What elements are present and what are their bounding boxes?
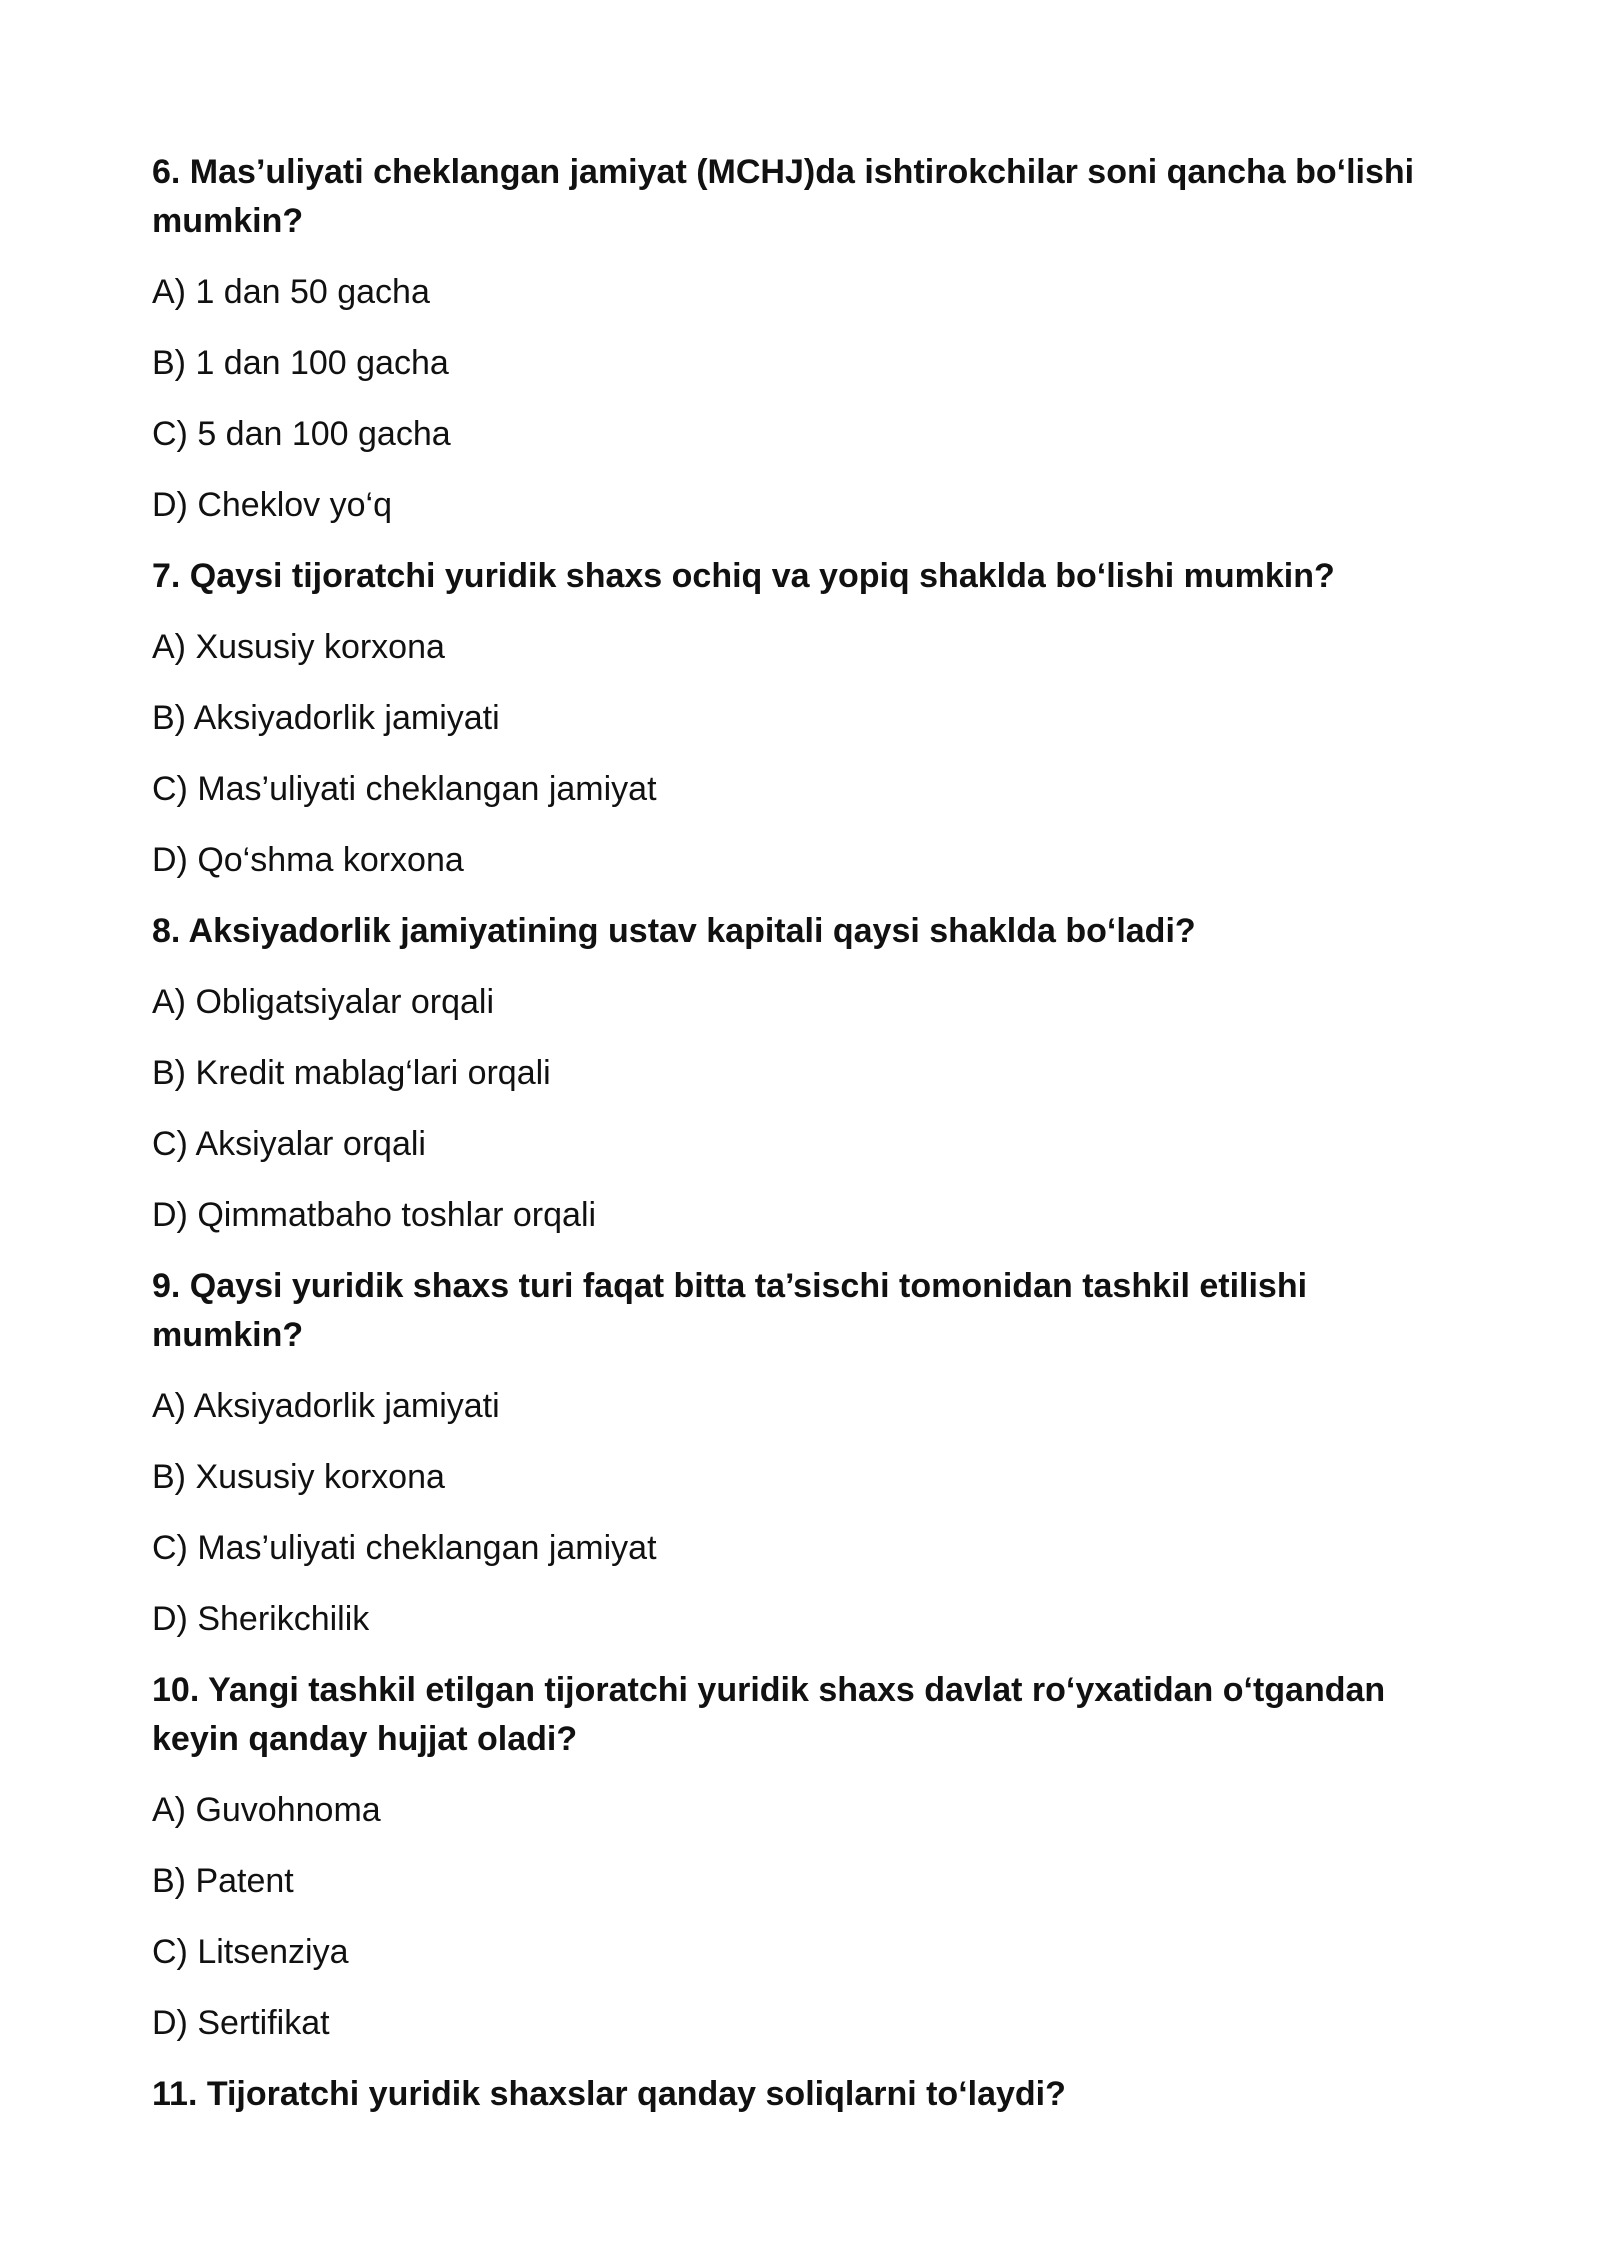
option-9-c: C) Mas’uliyati cheklangan jamiyat [152, 1529, 657, 1567]
question-block-6 [152, 148, 1452, 530]
question-block-7 [152, 552, 1452, 885]
option-10-c: C) Litsenziya [152, 1933, 349, 1971]
question-8: 8. Aksiyadorlik jamiyatining ustav kapitali qaysi shaklda bo‘ladi? [152, 912, 1196, 950]
option-9-b: B) Xususiy korxona [152, 1458, 445, 1496]
option-7-d: D) Qo‘shma korxona [152, 841, 464, 879]
option-6-d: D) Cheklov yo‘q [152, 486, 392, 524]
question-10: 10. Yangi tashkil etilgan tijoratchi yuridik shaxs davlat ro‘yxatidan o‘tgandan keyin qanday hujjat oladi? [152, 1671, 1386, 1758]
question-block-9 [152, 1262, 1452, 1644]
question-block-8 [152, 907, 1452, 1240]
question-block-10 [152, 1666, 1452, 2048]
option-8-c: C) Aksiyalar orqali [152, 1125, 426, 1163]
option-9-d: D) Sherikchilik [152, 1600, 370, 1638]
option-9-a: A) Aksiyadorlik jamiyati [152, 1387, 500, 1425]
option-7-b: B) Aksiyadorlik jamiyati [152, 699, 500, 737]
option-7-a: A) Xususiy korxona [152, 628, 445, 666]
question-6: 6. Mas’uliyati cheklangan jamiyat (MCHJ)da ishtirokchilar soni qancha bo‘lishi mumkin? [152, 153, 1415, 240]
option-7-c: C) Mas’uliyati cheklangan jamiyat [152, 770, 657, 808]
option-6-c: C) 5 dan 100 gacha [152, 415, 451, 453]
option-8-a: A) Obligatsiyalar orqali [152, 983, 495, 1021]
option-8-b: B) Kredit mablag‘lari orqali [152, 1054, 551, 1092]
option-10-d: D) Sertifikat [152, 2004, 330, 2042]
document-content [152, 148, 1452, 2141]
question-11: 11. Tijoratchi yuridik shaxslar qanday soliqlarni to‘laydi? [152, 2075, 1066, 2113]
option-10-b: B) Patent [152, 1862, 294, 1900]
option-6-a: A) 1 dan 50 gacha [152, 273, 430, 311]
option-10-a: A) Guvohnoma [152, 1791, 381, 1829]
question-9: 9. Qaysi yuridik shaxs turi faqat bitta ta’sischi tomonidan tashkil etilishi mumkin? [152, 1267, 1308, 1354]
option-6-b: B) 1 dan 100 gacha [152, 344, 449, 382]
option-8-d: D) Qimmatbaho toshlar orqali [152, 1196, 597, 1234]
question-block-11 [152, 2070, 1452, 2119]
question-7: 7. Qaysi tijoratchi yuridik shaxs ochiq va yopiq shaklda bo‘lishi mumkin? [152, 557, 1335, 595]
